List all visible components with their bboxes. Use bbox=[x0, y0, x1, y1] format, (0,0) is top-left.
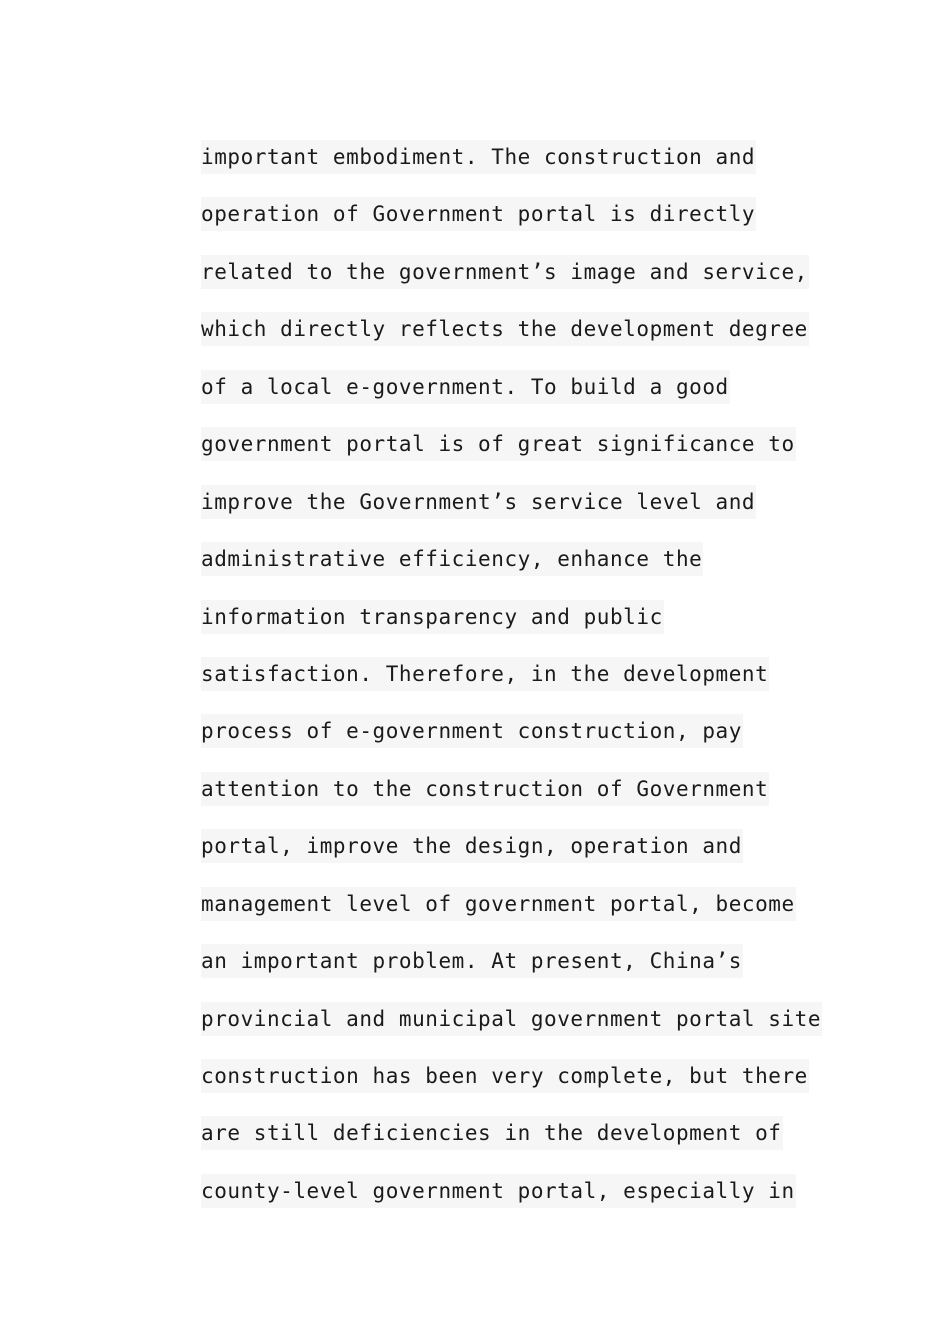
text-line bbox=[201, 370, 821, 427]
text-line bbox=[201, 1059, 821, 1116]
text-line-content: an important problem. At present, China’s bbox=[201, 944, 743, 978]
text-line bbox=[201, 197, 821, 254]
text-line bbox=[201, 255, 821, 312]
text-line-content: county-level government portal, especially in bbox=[201, 1174, 796, 1208]
text-line-content: process of e-government construction, pay bbox=[201, 714, 743, 748]
text-line bbox=[201, 714, 821, 771]
text-line-content: satisfaction. Therefore, in the development bbox=[201, 657, 769, 691]
text-line-content: portal, improve the design, operation and bbox=[201, 829, 743, 863]
text-line-content: government portal is of great significance to bbox=[201, 427, 796, 461]
text-line bbox=[201, 829, 821, 886]
text-line bbox=[201, 887, 821, 944]
text-line bbox=[201, 944, 821, 1001]
text-line-content: important embodiment. The construction and bbox=[201, 140, 756, 174]
text-line bbox=[201, 427, 821, 484]
text-line-content: improve the Government’s service level and bbox=[201, 485, 756, 519]
text-line-content: attention to the construction of Government bbox=[201, 772, 769, 806]
text-line-content: of a local e-government. To build a good bbox=[201, 370, 730, 404]
text-line bbox=[201, 1116, 821, 1173]
text-line bbox=[201, 1002, 821, 1059]
text-line-content: provincial and municipal government portal site bbox=[201, 1002, 822, 1036]
text-line-content: administrative efficiency, enhance the bbox=[201, 542, 703, 576]
text-line-content: operation of Government portal is directly bbox=[201, 197, 756, 231]
text-line bbox=[201, 140, 821, 197]
text-line bbox=[201, 657, 821, 714]
text-line bbox=[201, 312, 821, 369]
text-line bbox=[201, 1174, 821, 1231]
text-line-content: information transparency and public bbox=[201, 600, 664, 634]
text-line bbox=[201, 485, 821, 542]
body-text bbox=[201, 140, 821, 1231]
text-line-content: construction has been very complete, but there bbox=[201, 1059, 809, 1093]
text-line-content: are still deficiencies in the development of bbox=[201, 1116, 783, 1150]
text-line-content: related to the government’s image and service, bbox=[201, 255, 809, 289]
text-line bbox=[201, 772, 821, 829]
text-line bbox=[201, 542, 821, 599]
text-line-content: which directly reflects the development degree bbox=[201, 312, 809, 346]
text-line bbox=[201, 600, 821, 657]
text-line-content: management level of government portal, become bbox=[201, 887, 796, 921]
